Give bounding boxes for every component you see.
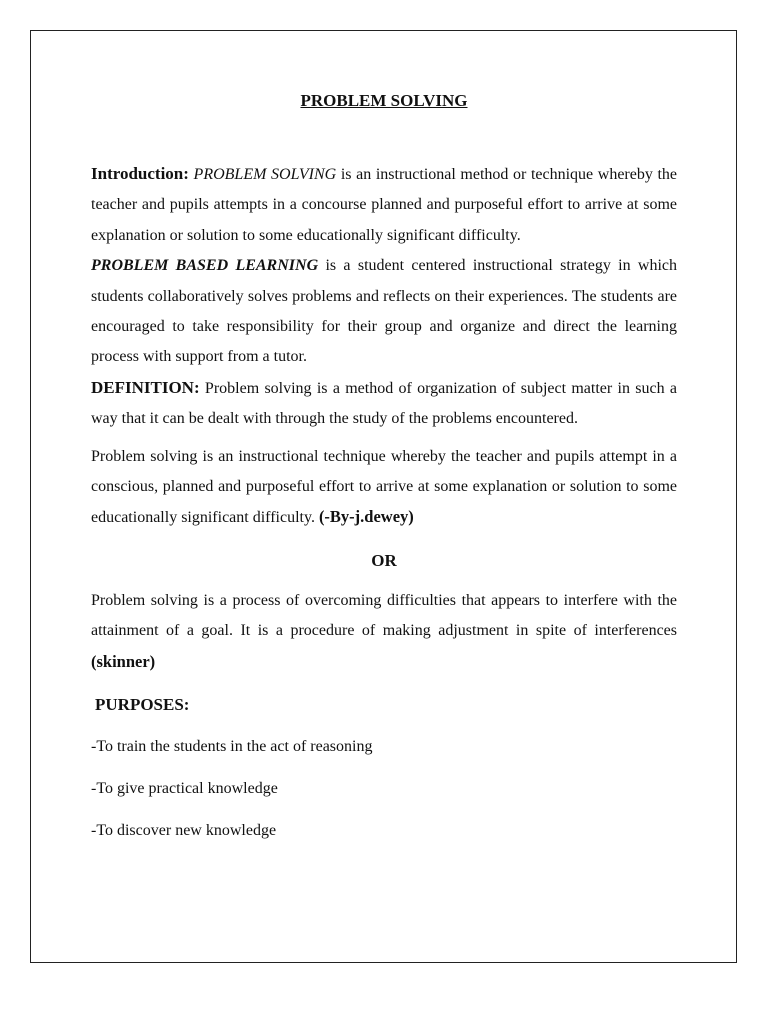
document-body <box>91 88 677 846</box>
intro-text: is an instructional method or technique whereby the teacher and pupils attempts in a concourse planned and purposeful effort to arrive at some explanation or solution to some educationally significant difficulty. <box>91 166 677 244</box>
purposes-heading: PURPOSES: <box>95 695 190 715</box>
dewey-paragraph <box>91 442 677 534</box>
intro-label: Introduction: <box>91 164 189 183</box>
skinner-citation: (skinner) <box>91 651 156 671</box>
purpose-item: -To train the students in the act of reasoning <box>91 738 373 756</box>
definition-text: Problem solving is a method of organization of subject matter in such a way that it can be dealt with through the study of the problems encountered. <box>91 379 677 428</box>
definition-paragraph <box>91 373 677 435</box>
dewey-text: Problem solving is an instructional technique whereby the teacher and pupils attempt in a conscious, planned and purposeful effort to arrive at some explanation or solution to some educationally significant difficulty. <box>91 447 677 527</box>
dewey-citation: (-By-j.dewey) <box>318 507 414 527</box>
intro-paragraph <box>91 159 677 251</box>
or-separator: OR <box>371 550 397 570</box>
pbl-text: is a student centered instructional strategy in which students collaboratively solves problems and reflects on their experiences. The students are encouraged to take responsibility for their group and organize and direct the learning process with support from a tutor. <box>91 257 677 366</box>
page-title: PROBLEM SOLVING <box>300 91 468 110</box>
definition-label: DEFINITION: <box>91 377 200 397</box>
purpose-item: -To discover new knowledge <box>91 822 277 840</box>
pbl-paragraph <box>91 251 677 373</box>
intro-term: PROBLEM SOLVING <box>193 166 337 183</box>
skinner-paragraph <box>91 586 677 678</box>
pbl-term: PROBLEM BASED LEARNING <box>91 257 319 275</box>
skinner-text: Problem solving is a process of overcoming difficulties that appears to interfere with the attainment of a goal. It is a procedure of making adjustment in spite of interferences <box>91 591 677 640</box>
purpose-item: -To give practical knowledge <box>91 780 278 798</box>
